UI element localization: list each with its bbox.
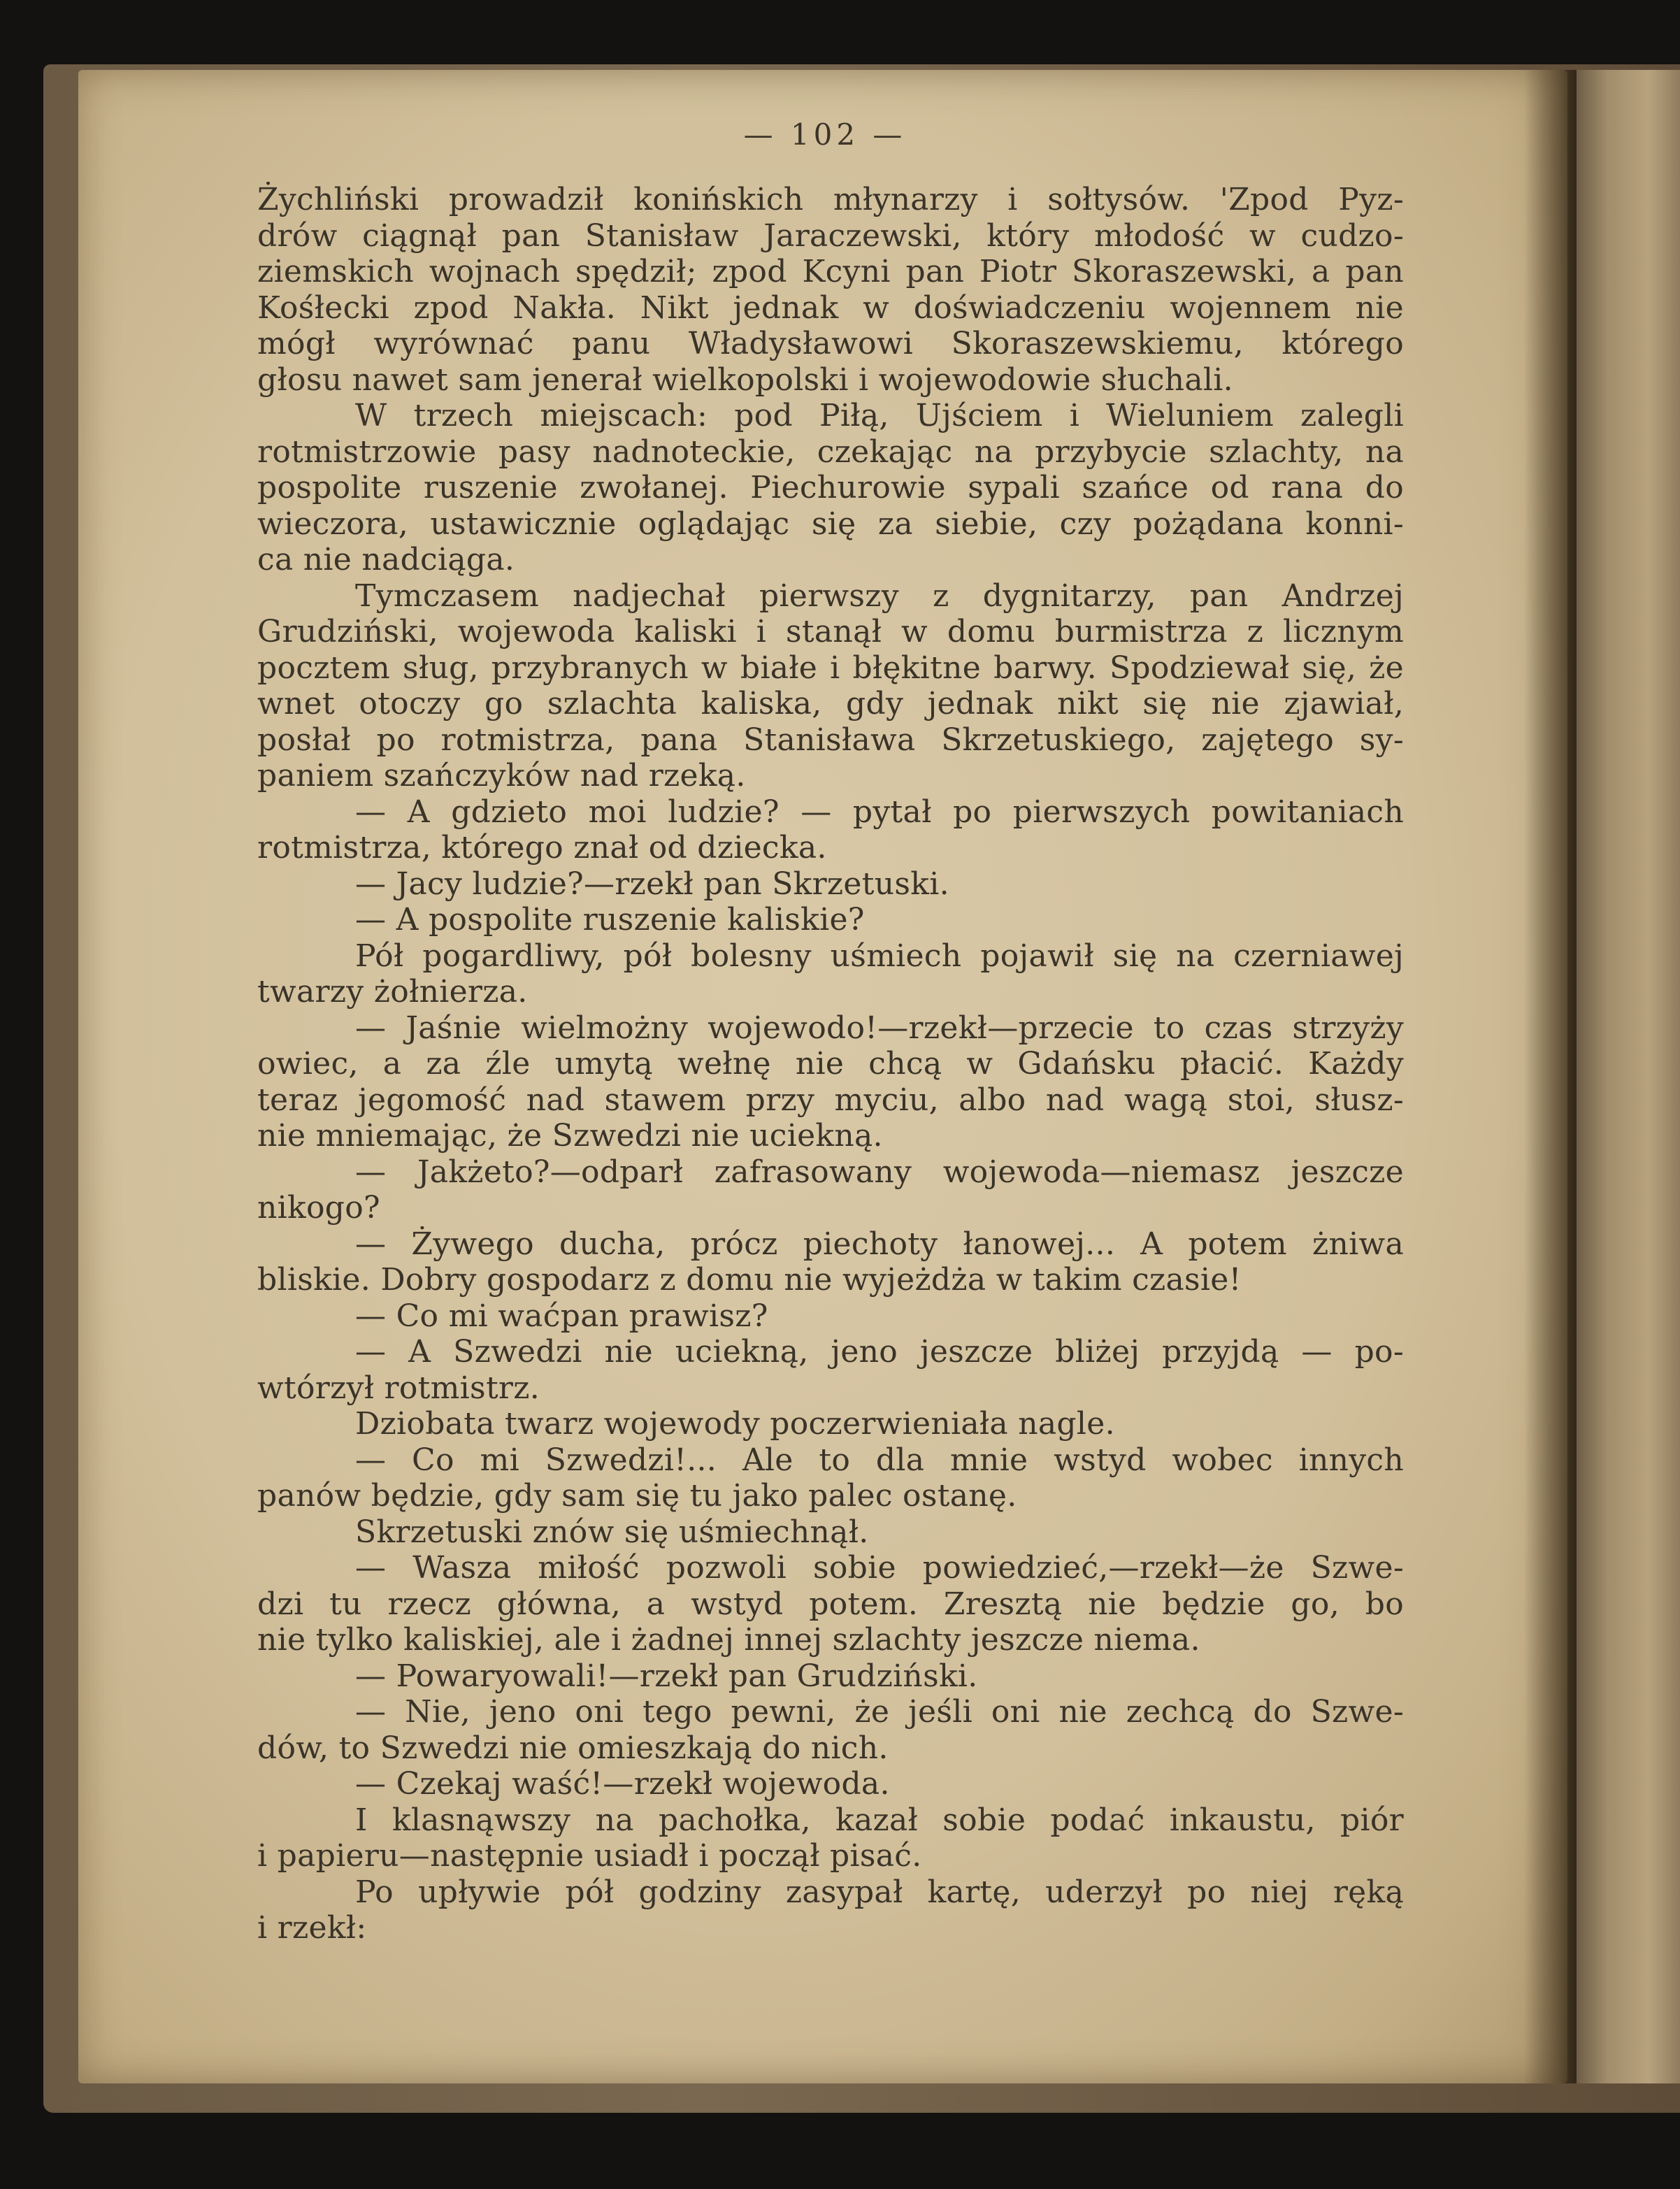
text-line: W trzech miejscach: pod Piłą, Ujściem i Wieluniem zalegli <box>355 398 1404 433</box>
text-line: paniem szańczyków nad rzeką. <box>257 758 746 794</box>
text-line: ziemskich wojnach spędził; zpod Kcyni pan Piotr Skoraszewski, a pan <box>257 254 1404 289</box>
text-line: teraz jegomość nad stawem przy myciu, albo nad wagą stoi, słusz- <box>257 1082 1404 1118</box>
text-line: ca nie nadciąga. <box>257 542 515 577</box>
text-line: wnet otoczy go szlachta kaliska, gdy jednak nikt się nie zjawiał, <box>257 686 1404 722</box>
text-line: dów, to Szwedzi nie omieszkają do nich. <box>257 1730 889 1766</box>
text-line: pocztem sług, przybranych w białe i błękitne barwy. Spodziewał się, że <box>257 649 1404 686</box>
text-line: wtórzył rotmistrz. <box>257 1370 540 1406</box>
page-number-header: — 102 — <box>743 117 907 152</box>
gutter-shadow <box>1524 70 1580 2083</box>
text-line: — Jacy ludzie?—rzekł pan Skrzetuski. <box>355 866 949 902</box>
text-line: Żychliński prowadził konińskich młynarzy i sołtysów. 'Zpod Pyz- <box>257 182 1404 217</box>
text-line: — A Szwedzi nie uciekną, jeno jeszcze bliżej przyjdą — po- <box>355 1334 1404 1370</box>
text-line: i papieru—następnie usiadł i począł pisać. <box>257 1838 922 1874</box>
text-line: nie mniemając, że Szwedzi nie uciekną. <box>257 1118 883 1154</box>
text-line: Dziobata twarz wojewody poczerwieniała nagle. <box>355 1406 1115 1442</box>
text-line: mógł wyrównać panu Władysławowi Skoraszewskiemu, którego <box>257 326 1404 361</box>
text-line: — A pospolite ruszenie kaliskie? <box>355 902 865 938</box>
text-line: Pół pogardliwy, pół bolesny uśmiech pojawił się na czerniawej <box>355 938 1404 974</box>
text-line: — Żywego ducha, prócz piechoty łanowej... A potem żniwa <box>355 1226 1404 1262</box>
text-line: bliskie. Dobry gospodarz z domu nie wyjeżdża w takim czasie! <box>257 1262 1242 1298</box>
text-line: — Powaryowali!—rzekł pan Grudziński. <box>355 1658 978 1694</box>
text-line: Skrzetuski znów się uśmiechnął. <box>355 1514 869 1550</box>
text-line: wieczora, ustawicznie oglądając się za siebie, czy pożądana konni- <box>257 505 1404 542</box>
text-line: Grudziński, wojewoda kaliski i stanął w domu burmistrza z licznym <box>257 614 1404 649</box>
text-line: — Nie, jeno oni tego pewni, że jeśli oni nie zechcą do Szwe- <box>355 1694 1404 1730</box>
text-line: Tymczasem nadjechał pierwszy z dygnitarzy, pan Andrzej <box>355 577 1404 614</box>
text-line: — Jakżeto?—odparł zafrasowany wojewoda—niemasz jeszcze <box>355 1154 1404 1190</box>
text-line: — Jaśnie wielmożny wojewodo!—rzekł—przecie to czas strzyży <box>355 1010 1404 1046</box>
text-line: nikogo? <box>257 1190 380 1226</box>
text-line: rotmistrza, którego znał od dziecka. <box>257 830 827 866</box>
text-line: Po upływie pół godziny zasypał kartę, uderzył po niej ręką <box>355 1874 1404 1910</box>
page-text <box>257 182 1404 1946</box>
text-line: — Wasza miłość pozwoli sobie powiedzieć,—rzekł—że Szwe- <box>355 1550 1404 1586</box>
text-line: drów ciągnął pan Stanisław Jaraczewski, który młodość w cudzo- <box>257 217 1404 254</box>
text-line: i rzekł: <box>257 1910 367 1946</box>
text-line: — Czekaj waść!—rzekł wojewoda. <box>355 1766 890 1802</box>
text-line: Kośłecki zpod Nakła. Nikt jednak w doświadczeniu wojennem nie <box>257 289 1404 326</box>
text-line: głosu nawet sam jenerał wielkopolski i wojewodowie słuchali. <box>257 361 1233 398</box>
text-line: twarzy żołnierza. <box>257 974 528 1010</box>
text-line: pospolite ruszenie zwołanej. Piechurowie sypali szańce od rana do <box>257 470 1404 505</box>
facing-page-edge <box>1577 70 1680 2083</box>
text-line: — A gdzieto moi ludzie? — pytał po pierwszych powitaniach <box>355 794 1404 830</box>
text-line: I klasnąwszy na pachołka, kazał sobie podać inkaustu, piór <box>355 1802 1404 1838</box>
text-line: nie tylko kaliskiej, ale i żadnej innej szlachty jeszcze niema. <box>257 1622 1200 1658</box>
text-line: owiec, a za źle umytą wełnę nie chcą w Gdańsku płacić. Każdy <box>257 1046 1404 1082</box>
text-line: dzi tu rzecz główna, a wstyd potem. Zresztą nie będzie go, bo <box>257 1586 1404 1622</box>
text-line: rotmistrzowie pasy nadnoteckie, czekając na przybycie szlachty, na <box>257 433 1404 470</box>
text-line: panów będzie, gdy sam się tu jako palec ostanę. <box>257 1478 1017 1514</box>
text-line: — Co mi waćpan prawisz? <box>355 1298 768 1334</box>
text-line: — Co mi Szwedzi!... Ale to dla mnie wstyd wobec innych <box>355 1442 1404 1478</box>
text-line: posłał po rotmistrza, pana Stanisława Skrzetuskiego, zajętego sy- <box>257 722 1404 758</box>
